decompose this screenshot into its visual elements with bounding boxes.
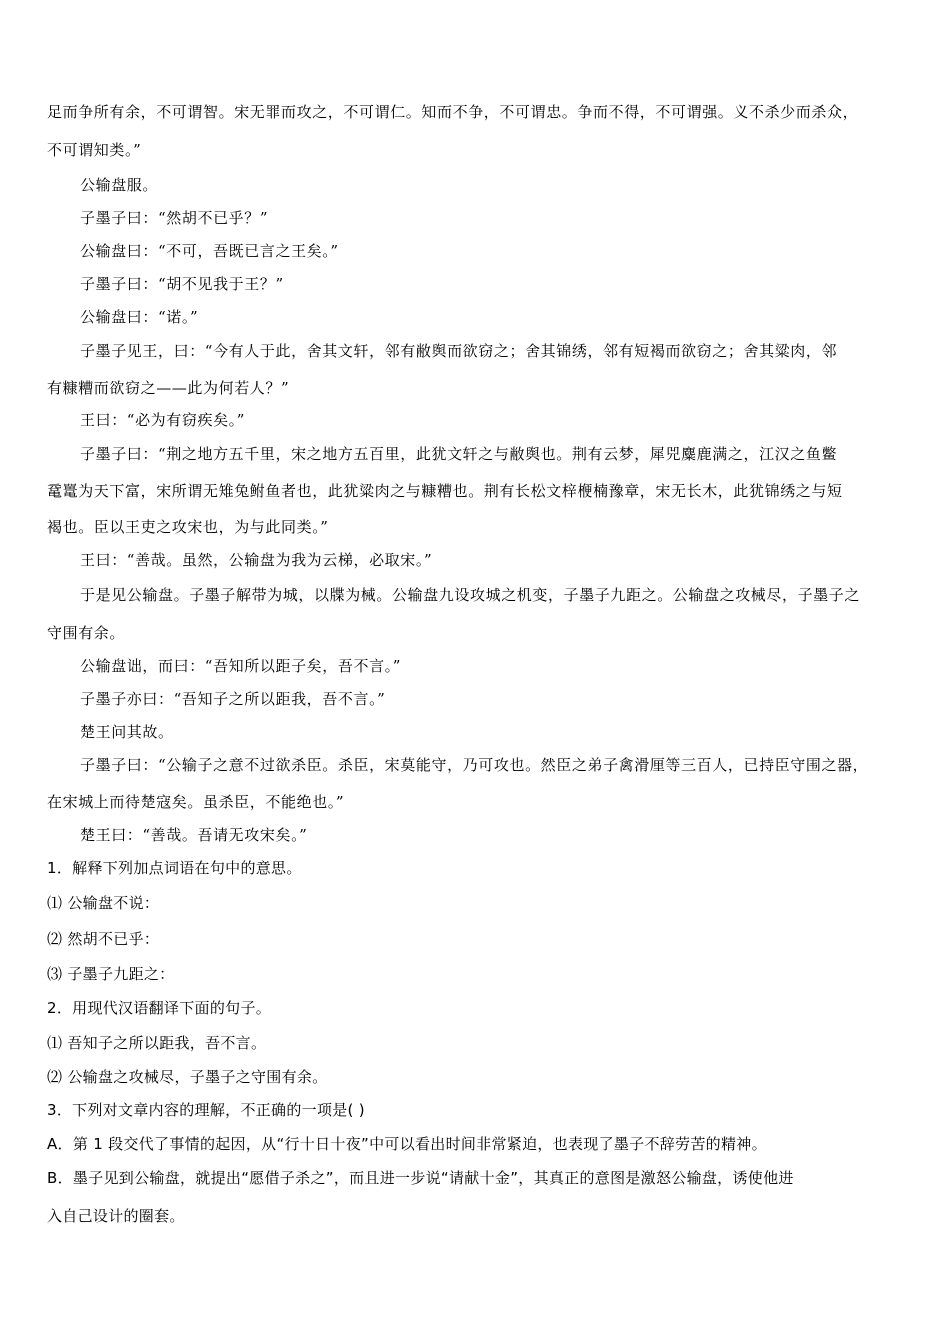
question-1-item: ⑴ 公输盘不说： [47, 894, 160, 912]
passage-line: 守围有余。 [47, 624, 126, 642]
passage-line: 公输盘曰：“不可，吾既已言之王矣。” [80, 242, 339, 260]
question-1-item: ⑶ 子墨子九距之： [47, 965, 175, 983]
passage-line: 楚王问其故。 [80, 723, 174, 741]
passage-line: 不可谓知类。” [47, 141, 142, 159]
passage-line: 有糠糟而欲窃之——此为何若人？” [47, 379, 290, 397]
passage-line: 褐也。臣以王吏之攻宋也，为与此同类。” [47, 518, 329, 536]
question-2-item: ⑴ 吾知子之所以距我，吾不言。 [47, 1034, 267, 1052]
question-2-item: ⑵ 公输盘之攻械尽，子墨子之守围有余。 [47, 1068, 328, 1086]
passage-line: 王曰：“善哉。虽然，公输盘为我为云梯，必取宋。” [80, 551, 433, 569]
passage-line: 子墨子见王，曰：“今有人于此，舍其文轩，邻有敝舆而欲窃之；舍其锦绣，邻有短褐而欲窃之；舍其粱肉，邻 [80, 342, 838, 360]
question-3-option-b: B．墨子见到公输盘，就提出“愿借子杀之”，而且进一步说“请献十金”，其真正的意图是激怒公输盘，诱使他进 [47, 1169, 794, 1187]
question-3-title: 3．下列对文章内容的理解，不正确的一项是( ) [47, 1101, 365, 1119]
passage-line: 子墨子曰：“公输子之意不过欲杀臣。杀臣，宋莫能守，乃可攻也。然臣之弟子禽滑厘等三百人，已持臣守围之器， [80, 756, 869, 774]
passage-line: 足而争所有余，不可谓智。宋无罪而攻之，不可谓仁。知而不争，不可谓忠。争而不得，不可谓强。义不杀少而杀众， [47, 103, 859, 121]
passage-line: 王曰：“必为有窃疾矣。” [80, 411, 246, 429]
passage-line: 公输盘服。 [80, 176, 159, 194]
passage-line: 于是见公输盘。子墨子解带为城，以牒为械。公输盘九设攻城之机变，子墨子九距之。公输盘之攻械尽，子墨子之 [80, 586, 861, 604]
question-1-title: 1．解释下列加点词语在句中的意思。 [47, 859, 302, 877]
passage-line: 公输盘诎，而曰：“吾知所以距子矣，吾不言。” [80, 657, 402, 675]
question-2-title: 2．用现代汉语翻译下面的句子。 [47, 999, 272, 1017]
question-3-option-b: 入自己设计的圈套。 [47, 1207, 185, 1225]
passage-line: 公输盘曰：“诺。” [80, 308, 199, 326]
passage-line: 子墨子曰：“然胡不已乎？” [80, 209, 269, 227]
passage-line: 在宋城上而待楚寇矣。虽杀臣，不能绝也。” [47, 793, 345, 811]
passage-line: 子墨子曰：“荆之地方五千里，宋之地方五百里，此犹文轩之与敝舆也。荆有云梦，犀兕麋鹿满之，江汉之鱼鳖 [80, 445, 838, 463]
question-1-item: ⑵ 然胡不已乎： [47, 930, 160, 948]
passage-line: 子墨子亦曰：“吾知子之所以距我，吾不言。” [80, 690, 386, 708]
passage-line: 楚王曰：“善哉。吾请无攻宋矣。” [80, 826, 308, 844]
passage-line: 鼋鼍为天下富，宋所谓无雉兔鲋鱼者也，此犹粱肉之与糠糟也。荆有长松文梓楩楠豫章，宋无长木，此犹锦绣之与短 [47, 482, 843, 500]
question-3-option-a: A．第 1 段交代了事情的起因，从“行十日十夜”中可以看出时间非常紧迫，也表现了墨子不辞劳苦的精神。 [47, 1135, 767, 1153]
passage-line: 子墨子曰：“胡不见我于王？” [80, 275, 284, 293]
